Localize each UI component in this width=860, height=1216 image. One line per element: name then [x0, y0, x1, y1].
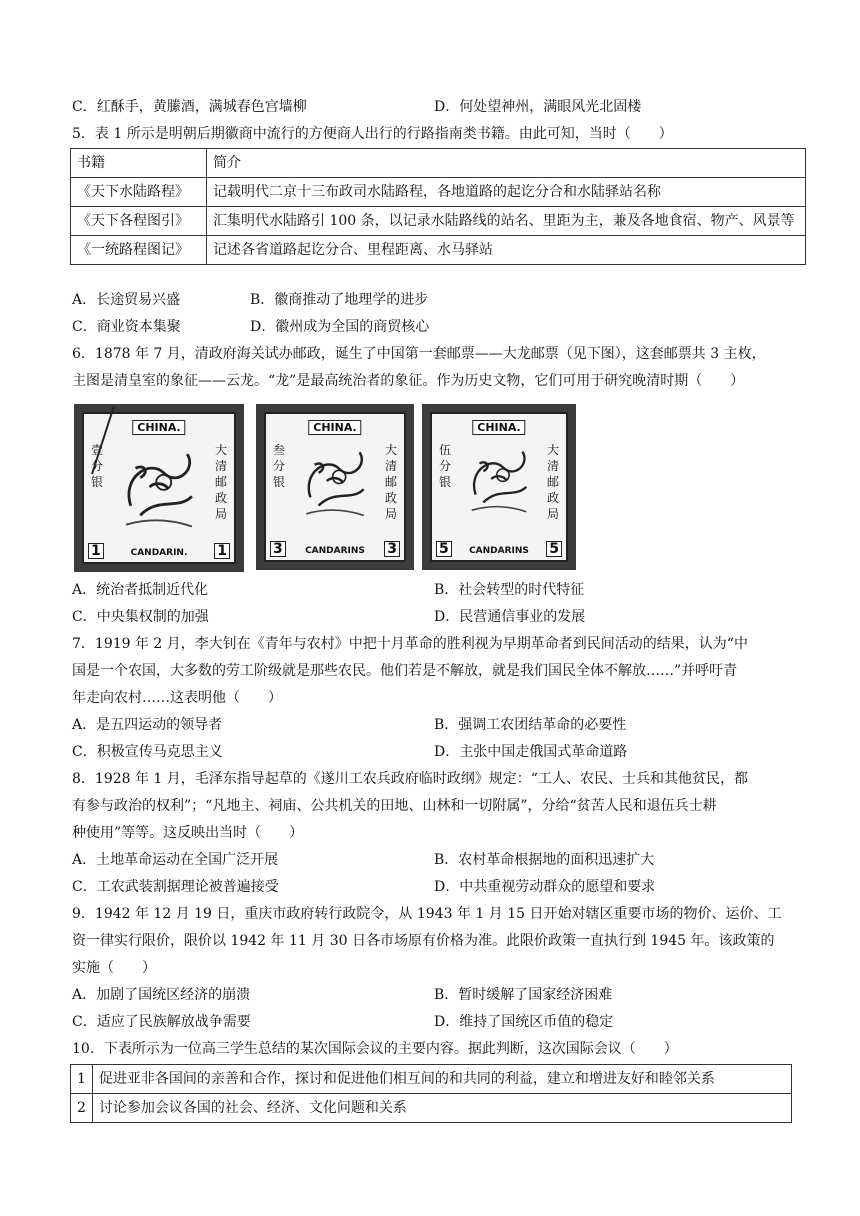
dragon-illustration	[294, 440, 376, 522]
pen-mark	[74, 404, 134, 484]
q9-option-a: A．加剧了国统区经济的崩溃	[72, 987, 251, 1003]
table-row	[71, 178, 806, 207]
stamp-caption: CANDARINS	[469, 546, 529, 556]
table-cell: 《天下水陆路程》	[71, 178, 207, 207]
q7-option-a: A．是五四运动的领导者	[72, 717, 223, 733]
q8-stem-line-2: 有参与政治的权利”；“凡地主、祠庙、公共机关的田地、山林和一切附属”，分给“贫苦人民和退伍兵士耕	[72, 798, 717, 814]
q9-option-b: B．暂时缓解了国家经济困难	[434, 987, 613, 1003]
table-cell: 记述各省道路起讫分合、里程距离、水马驿站	[207, 236, 806, 265]
stamp-left-characters: 壹分银	[90, 443, 103, 489]
q6-option-b: B．社会转型的时代特征	[434, 582, 585, 598]
table-row	[71, 1065, 792, 1094]
stamp-value-left: 3	[270, 541, 286, 557]
q9-option-d: D．维持了国统区币值的稳定	[434, 1014, 614, 1030]
table-row	[71, 1094, 792, 1123]
stamp-right-characters: 大清邮政局	[546, 443, 559, 521]
table-cell: 《天下各程图引》	[71, 207, 207, 236]
q5-table-header-cell: 简介	[207, 149, 806, 178]
q5-table-header-row	[71, 149, 806, 178]
q5-option-d: D．徽州成为全国的商贸核心	[250, 319, 430, 335]
q6-option-d: D．民营通信事业的发展	[434, 609, 586, 625]
q9-stem-line-1: 9．1942 年 12 月 19 日，重庆市政府转行政院令，从 1943 年 1 月 15 日开始对辖区重要市场的物价、运价、工	[72, 906, 782, 922]
q9-stem-line-2: 资一律实行限价，限价以 1942 年 11 月 30 日各市场原有价格为准。此限价政策一直执行到 1945 年。该政策的	[72, 933, 775, 949]
q6-stem-line-2: 主图是清皇室的象征——云龙。“龙”是最高统治者的象征。作为历史文物，它们可用于研究晚清时期（ ）	[72, 373, 745, 389]
q4-option-c: C．红酥手，黄縢酒，满城春色宫墙柳	[72, 99, 307, 115]
q6-stem-line-1: 6．1878 年 7 月，清政府海关试办邮政，诞生了中国第一套邮票——大龙邮票（见下图），这套邮票共 3 主枚，	[72, 346, 766, 362]
q8-option-c: C．工农武装割据理论被普遍接受	[72, 879, 279, 895]
q8-stem-line-3: 种使用”等等。这反映出当时（ ）	[72, 825, 304, 841]
q5-option-a: A．长途贸易兴盛	[72, 292, 181, 308]
q5-stem: 5．表 1 所示是明朝后期徽商中流行的方便商人出行的行路指南类书籍。由此可知，当时（ ）	[72, 126, 673, 142]
dragon-stamps-image	[74, 404, 580, 574]
q9-stem-line-3: 实施（ ）	[72, 960, 156, 976]
table-cell: 汇集明代水陆路引 100 条，以记录水陆路线的站名、里距为主，兼及各地食宿、物产、风景等	[207, 207, 806, 236]
stamp-right-characters: 大清邮政局	[384, 443, 397, 521]
table-row	[71, 236, 806, 265]
stamp-value-right: 5	[546, 541, 562, 557]
dragon-illustration	[460, 440, 538, 518]
q6-option-c: C．中央集权制的加强	[72, 609, 209, 625]
table-cell: 促进亚非各国间的亲善和合作，探讨和促进他们相互间的和共同的利益，建立和增进友好和睦邻关系	[92, 1065, 791, 1094]
q7-option-b: B．强调工农团结革命的必要性	[434, 717, 627, 733]
stamp-value-left: 5	[436, 541, 452, 557]
q7-option-c: C．积极宣传马克思主义	[72, 744, 223, 760]
stamp-value-right: 3	[384, 541, 400, 557]
q9-option-c: C．适应了民族解放战争需要	[72, 1014, 251, 1030]
q8-option-a: A．土地革命运动在全国广泛开展	[72, 852, 279, 868]
table-cell: 《一统路程图记》	[71, 236, 207, 265]
stamp-3-candarins	[256, 404, 414, 570]
stamp-china-label: CHINA.	[132, 420, 185, 435]
q5-table-header-cell: 书籍	[71, 149, 207, 178]
stamp-china-label: CHINA.	[308, 420, 361, 435]
q5-table	[70, 148, 806, 265]
stamp-right-characters: 大清邮政局	[214, 443, 227, 521]
stamp-value-right: 1	[214, 543, 230, 559]
q4-option-d: D．何处望神州，满眼风光北固楼	[434, 99, 642, 115]
table-cell: 1	[71, 1065, 93, 1094]
stamp-caption: CANDARINS	[305, 546, 365, 556]
stamp-caption: CANDARIN.	[130, 548, 188, 558]
table-cell: 讨论参加会议各国的社会、经济、文化问题和关系	[92, 1094, 791, 1123]
stamp-china-label: CHINA.	[472, 420, 525, 435]
table-cell: 记载明代二京十三布政司水陆路程，各地道路的起讫分合和水陆驿站名称	[207, 178, 806, 207]
q7-stem-line-1: 7．1919 年 2 月，李大钊在《青年与农村》中把十月革命的胜利视为早期革命者到民间活动的结果，认为“中	[72, 636, 748, 652]
q8-stem-line-1: 8．1928 年 1 月，毛泽东指导起草的《遂川工农兵政府临时政纲》规定：“工人、农民、士兵和其他贫民，都	[72, 771, 748, 787]
stamp-value-left: 1	[88, 543, 104, 559]
q8-option-b: B．农村革命根据地的面积迅速扩大	[434, 852, 655, 868]
table-cell: 2	[71, 1094, 93, 1123]
stamp-left-characters: 叁分银	[272, 443, 285, 489]
table-row	[71, 207, 806, 236]
q10-stem: 10．下表所示为一位高三学生总结的某次国际会议的主要内容。据此判断，这次国际会议（ ）	[72, 1041, 678, 1057]
q8-option-d: D．中共重视劳动群众的愿望和要求	[434, 879, 656, 895]
q7-option-d: D．主张中国走俄国式革命道路	[434, 744, 628, 760]
stamp-left-characters: 伍分银	[438, 443, 451, 489]
q7-stem-line-3: 年走向农村……这表明他（ ）	[72, 690, 282, 706]
q5-option-b: B．徽商推动了地理学的进步	[250, 292, 429, 308]
q6-option-a: A．统治者抵制近代化	[72, 582, 209, 598]
q5-option-c: C．商业资本集聚	[72, 319, 181, 335]
stamp-1-candarin	[74, 404, 244, 572]
q10-table	[70, 1064, 792, 1123]
q7-stem-line-2: 国是一个农国，大多数的劳工阶级就是那些农民。他们若是不解放，就是我们国民全体不解放……”并呼吁青	[72, 663, 738, 679]
stamp-5-candarins	[422, 404, 576, 570]
